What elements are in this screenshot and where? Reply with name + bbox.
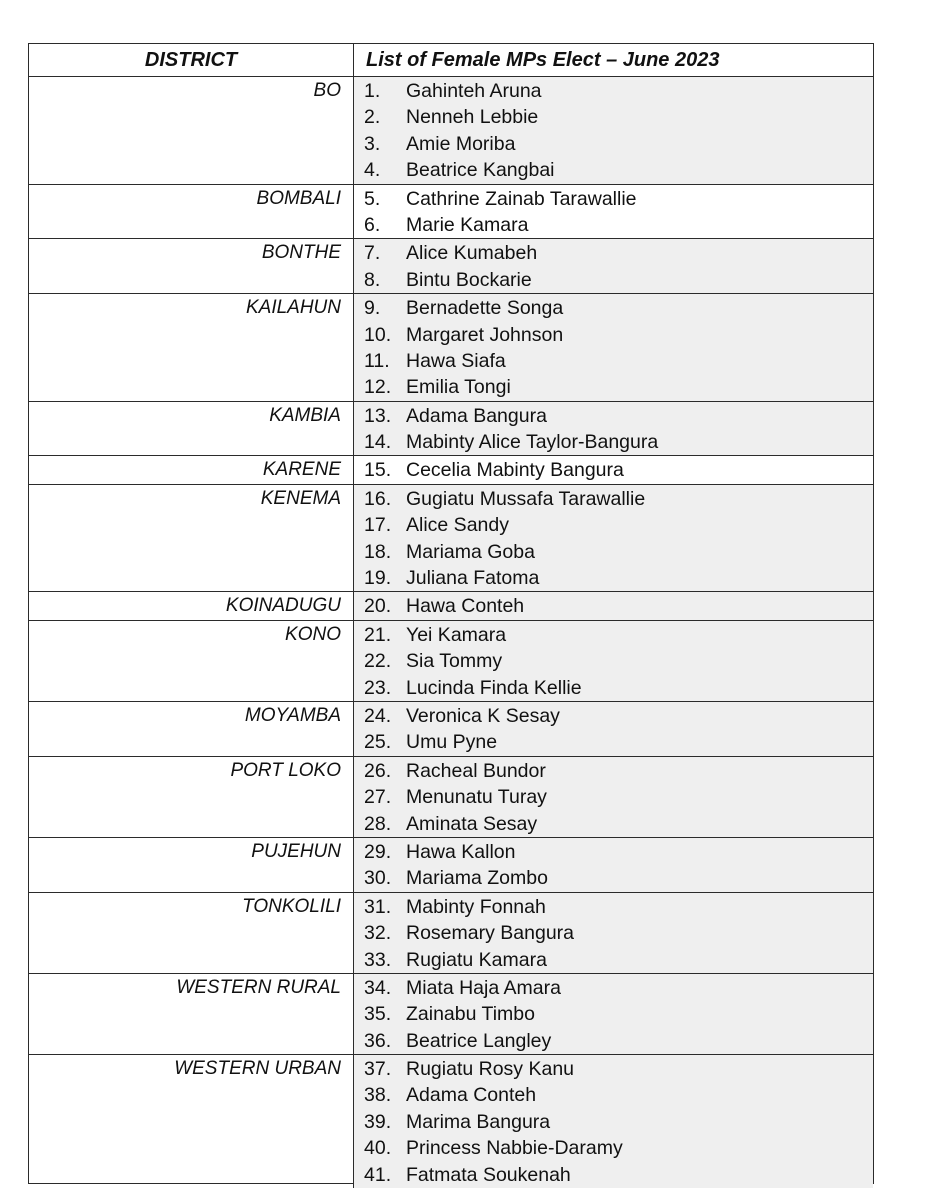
member-number: 29. — [364, 840, 392, 863]
member-name: Gahinteh Aruna — [406, 80, 542, 102]
district-group — [29, 294, 873, 402]
member-number: 13. — [364, 404, 392, 427]
member-name: Emilia Tongi — [406, 376, 511, 399]
member-number: 33. — [364, 948, 392, 971]
member-list — [354, 402, 873, 456]
list-item — [354, 240, 873, 266]
member-number: 3. — [364, 132, 381, 155]
list-item — [354, 1082, 873, 1108]
list-item — [354, 758, 873, 784]
district-column-header: DISTRICT — [29, 44, 354, 76]
member-name: Juliana Fatoma — [406, 567, 540, 590]
member-number: 17. — [364, 514, 392, 537]
member-name: Beatrice Kangbai — [406, 159, 555, 182]
member-number: 1. — [364, 80, 381, 102]
member-name: Bintu Bockarie — [406, 268, 532, 291]
district-group — [29, 239, 873, 294]
member-list — [354, 838, 873, 892]
member-name: Rugiatu Kamara — [406, 948, 547, 971]
district-group — [29, 757, 873, 838]
list-item — [354, 374, 873, 400]
district-name: MOYAMBA — [29, 702, 354, 756]
district-group — [29, 838, 873, 893]
list-column-header: List of Female MPs Elect – June 2023 — [366, 48, 720, 71]
member-name: Veronica K Sesay — [406, 704, 560, 727]
member-number: 10. — [364, 323, 392, 346]
list-item — [354, 1056, 873, 1082]
list-item — [354, 648, 873, 674]
member-name: Amie Moriba — [406, 132, 516, 155]
member-name: Bernadette Songa — [406, 297, 564, 320]
member-number: 15. — [364, 459, 392, 482]
member-list — [354, 621, 873, 701]
member-name: Hawa Conteh — [406, 595, 525, 618]
member-number: 38. — [364, 1084, 392, 1107]
member-name: Mabinty Fonnah — [406, 895, 546, 918]
member-name: Hawa Kallon — [406, 840, 516, 863]
list-item — [354, 348, 873, 374]
list-item — [354, 322, 873, 348]
member-number: 26. — [364, 759, 392, 782]
list-item — [354, 512, 873, 538]
table-header-row — [29, 44, 873, 77]
member-name: Alice Sandy — [406, 514, 509, 537]
member-number: 20. — [364, 595, 392, 618]
list-item — [354, 186, 873, 212]
list-item — [354, 894, 873, 920]
list-item — [354, 622, 873, 648]
member-list — [354, 702, 873, 756]
list-item — [354, 403, 873, 429]
member-number: 22. — [364, 650, 392, 673]
member-name: Adama Conteh — [406, 1084, 537, 1107]
list-item — [354, 539, 873, 565]
list-item — [354, 104, 873, 130]
member-list — [354, 239, 873, 293]
member-list — [354, 893, 873, 973]
district-name: BO — [29, 77, 354, 184]
district-group — [29, 974, 873, 1055]
member-number: 2. — [364, 106, 381, 129]
member-name: Nenneh Lebbie — [406, 106, 539, 129]
list-item — [354, 675, 873, 701]
member-list — [354, 456, 873, 483]
member-number: 8. — [364, 268, 381, 291]
district-name: KONO — [29, 621, 354, 701]
member-name: Princess Nabbie-Daramy — [406, 1137, 623, 1160]
member-name: Racheal Bundor — [406, 759, 546, 782]
member-list — [354, 757, 873, 837]
member-number: 39. — [364, 1110, 392, 1133]
list-item — [354, 975, 873, 1001]
member-name: Mariama Zombo — [406, 867, 548, 890]
member-number: 32. — [364, 922, 392, 945]
member-list — [354, 485, 873, 592]
list-item — [354, 839, 873, 865]
district-name: TONKOLILI — [29, 893, 354, 973]
member-name: Umu Pyne — [406, 731, 498, 754]
list-item — [354, 1162, 873, 1188]
member-name: Beatrice Langley — [406, 1029, 552, 1052]
member-number: 23. — [364, 676, 392, 699]
member-number: 37. — [364, 1058, 392, 1081]
list-item — [354, 784, 873, 810]
member-number: 27. — [364, 786, 392, 809]
list-item — [354, 1028, 873, 1054]
list-item — [354, 1001, 873, 1027]
member-name: Lucinda Finda Kellie — [406, 676, 582, 699]
district-name: PUJEHUN — [29, 838, 354, 892]
list-item — [354, 457, 873, 483]
list-item — [354, 157, 873, 183]
member-name: Gugiatu Mussafa Tarawallie — [406, 487, 646, 510]
member-list — [354, 974, 873, 1054]
district-group — [29, 77, 873, 185]
member-list — [354, 294, 873, 401]
district-name: KAMBIA — [29, 402, 354, 456]
member-number: 18. — [364, 540, 392, 563]
list-item — [354, 565, 873, 591]
district-name: WESTERN RURAL — [29, 974, 354, 1054]
member-number: 7. — [364, 242, 381, 265]
member-name: Marie Kamara — [406, 213, 529, 236]
member-name: Rugiatu Rosy Kanu — [406, 1058, 575, 1081]
member-list — [354, 1055, 873, 1188]
table-body — [29, 77, 873, 1188]
district-name: WESTERN URBAN — [29, 1055, 354, 1188]
member-number: 24. — [364, 704, 392, 727]
list-item — [354, 811, 873, 837]
member-name: Marima Bangura — [406, 1110, 551, 1133]
district-name: BOMBALI — [29, 185, 354, 239]
list-item — [354, 947, 873, 973]
mps-table — [28, 43, 874, 1184]
member-name: Miata Haja Amara — [406, 976, 561, 999]
member-number: 11. — [364, 349, 390, 372]
member-number: 19. — [364, 567, 392, 590]
member-number: 34. — [364, 976, 392, 999]
list-item — [354, 212, 873, 238]
district-name: KENEMA — [29, 485, 354, 592]
member-number: 4. — [364, 159, 381, 182]
member-number: 6. — [364, 213, 381, 236]
district-group — [29, 485, 873, 593]
district-name: BONTHE — [29, 239, 354, 293]
list-item — [354, 703, 873, 729]
district-group — [29, 185, 873, 240]
list-item — [354, 865, 873, 891]
member-number: 35. — [364, 1003, 392, 1026]
district-name: KOINADUGU — [29, 592, 354, 619]
district-group — [29, 621, 873, 702]
member-name: Yei Kamara — [406, 623, 507, 646]
list-item — [354, 267, 873, 293]
member-number: 40. — [364, 1137, 392, 1160]
member-name: Menunatu Turay — [406, 786, 547, 809]
member-list — [354, 592, 873, 619]
list-item — [354, 78, 873, 104]
member-number: 14. — [364, 431, 392, 454]
member-number: 41. — [364, 1163, 392, 1186]
list-item — [354, 729, 873, 755]
member-name: Aminata Sesay — [406, 812, 538, 835]
member-number: 16. — [364, 487, 392, 510]
member-name: Mabinty Alice Taylor-Bangura — [406, 431, 659, 454]
district-group — [29, 702, 873, 757]
member-name: Rosemary Bangura — [406, 922, 574, 945]
member-number: 36. — [364, 1029, 392, 1052]
member-name: Sia Tommy — [406, 650, 503, 673]
district-name: PORT LOKO — [29, 757, 354, 837]
member-number: 5. — [364, 187, 381, 210]
list-item — [354, 593, 873, 619]
member-list — [354, 185, 873, 239]
member-name: Adama Bangura — [406, 404, 547, 427]
member-name: Zainabu Timbo — [406, 1003, 535, 1026]
member-number: 31. — [364, 895, 392, 918]
district-group — [29, 456, 873, 484]
member-name: Hawa Siafa — [406, 349, 506, 372]
district-name: KARENE — [29, 456, 354, 483]
list-item — [354, 486, 873, 512]
member-name: Alice Kumabeh — [406, 242, 538, 265]
district-group — [29, 592, 873, 620]
list-item — [354, 131, 873, 157]
district-group — [29, 893, 873, 974]
member-name: Cecelia Mabinty Bangura — [406, 459, 624, 482]
district-group — [29, 402, 873, 457]
list-item — [354, 1135, 873, 1161]
member-name: Fatmata Soukenah — [406, 1163, 571, 1186]
member-number: 12. — [364, 376, 392, 399]
member-number: 21. — [364, 623, 392, 646]
list-item — [354, 429, 873, 455]
list-item — [354, 295, 873, 321]
member-number: 9. — [364, 297, 381, 320]
member-list — [354, 77, 873, 184]
list-item — [354, 1109, 873, 1135]
district-group — [29, 1055, 873, 1188]
member-name: Mariama Goba — [406, 540, 535, 563]
district-name: KAILAHUN — [29, 294, 354, 401]
member-name: Margaret Johnson — [406, 323, 564, 346]
list-item — [354, 920, 873, 946]
member-number: 30. — [364, 867, 392, 890]
member-number: 25. — [364, 731, 392, 754]
member-number: 28. — [364, 812, 392, 835]
member-name: Cathrine Zainab Tarawallie — [406, 187, 637, 210]
